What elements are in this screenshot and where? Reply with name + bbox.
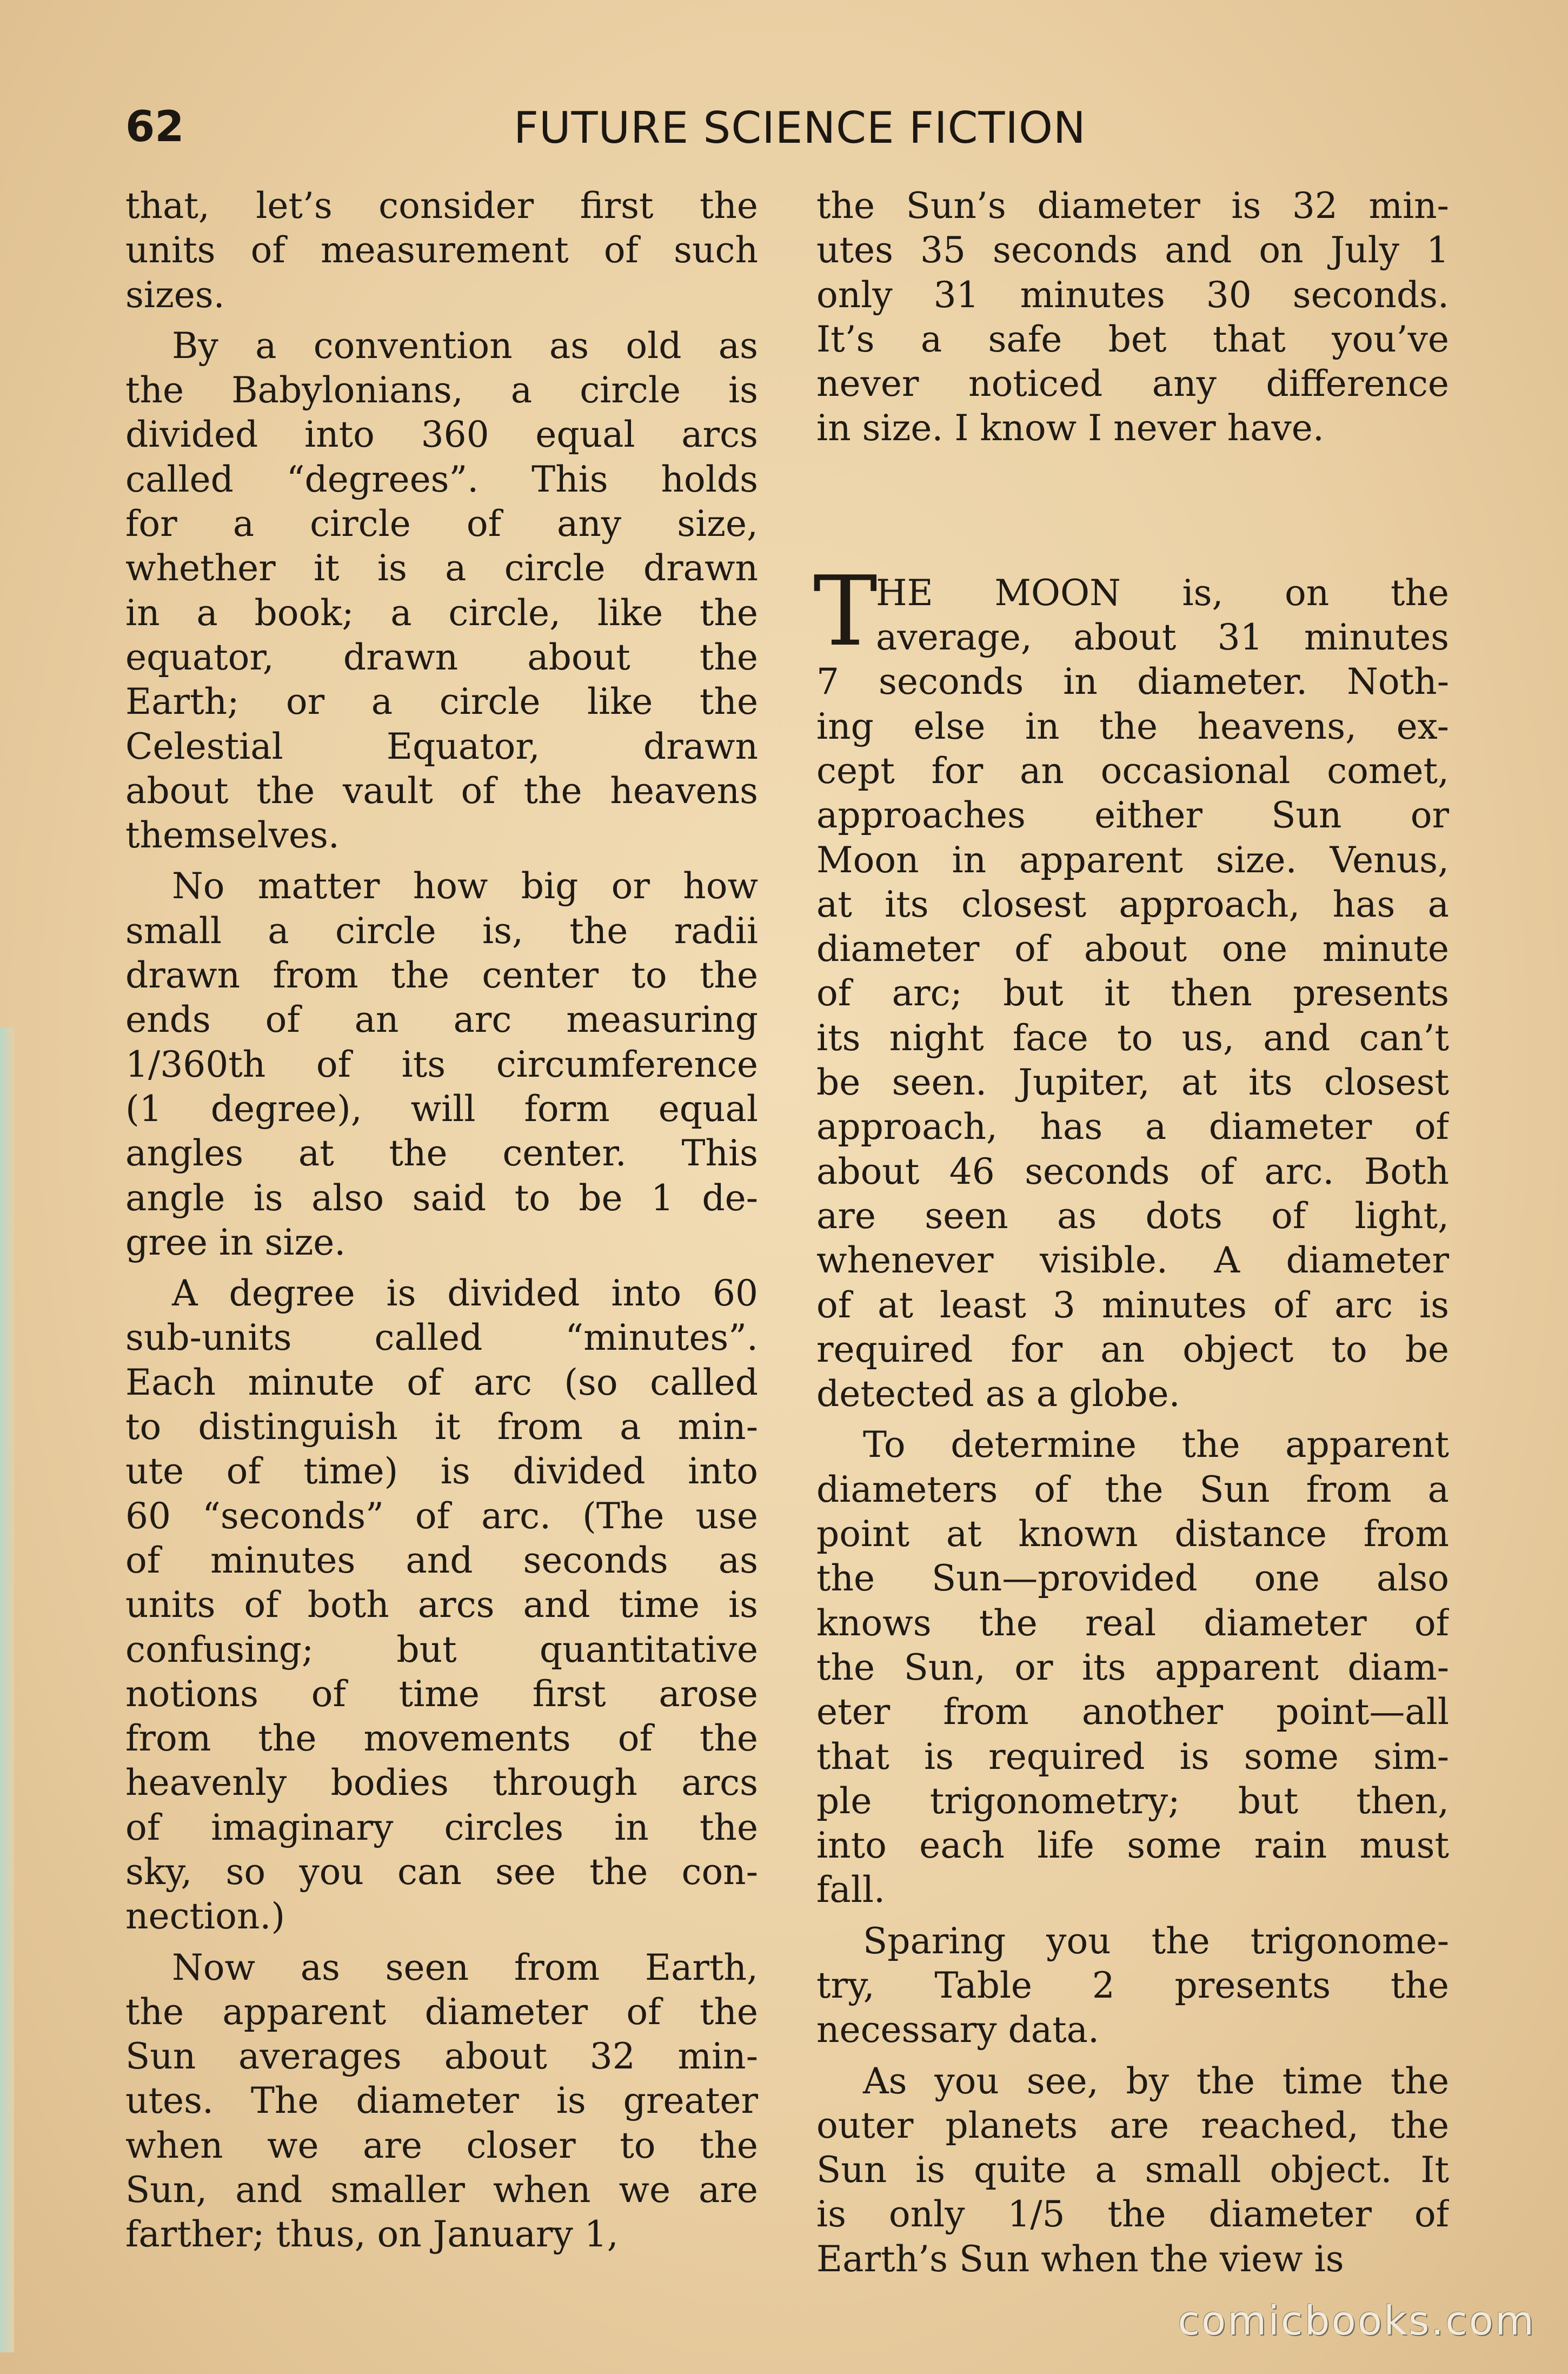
right-column-paragraphs	[816, 1416, 1449, 2282]
text-line: equator, drawn about the	[125, 636, 758, 678]
text-line: approaches either Sun or	[816, 794, 1449, 837]
left-column	[125, 184, 758, 2257]
paragraph-gap	[816, 1416, 1449, 1423]
text-line: As you see, by the time the	[863, 2060, 1449, 2102]
drop-cap-lines	[816, 571, 1449, 660]
text-line: in a book; a circle, like the	[125, 592, 758, 634]
paragraph	[816, 1423, 1449, 1912]
text-line: heavenly bodies through arcs	[125, 1762, 758, 1804]
text-line: utes 35 seconds and on July 1	[816, 229, 1449, 271]
text-line: in size. I know I never have.	[816, 407, 1324, 449]
paragraph	[125, 1946, 758, 2257]
text-line: units of measurement of such	[125, 229, 758, 271]
paragraph-gap	[125, 858, 758, 864]
text-line: of at least 3 minutes of arc is	[816, 1284, 1449, 1326]
text-line: about 46 seconds of arc. Both	[816, 1150, 1449, 1192]
text-line: Moon in apparent size. Venus,	[816, 839, 1449, 881]
text-line: that, let’s consider first the	[125, 185, 758, 227]
text-line: diameter of about one minute	[816, 928, 1449, 970]
text-line: detected as a globe.	[816, 1373, 1180, 1415]
text-line: that is required is some sim-	[816, 1735, 1449, 1778]
paragraph-gap	[816, 2053, 1449, 2059]
text-line: notions of time first arose	[125, 1673, 758, 1715]
text-line: about the vault of the heavens	[125, 770, 758, 812]
text-line: ing else in the heavens, ex-	[816, 705, 1449, 747]
text-line: are seen as dots of light,	[816, 1195, 1449, 1237]
text-line: the Babylonians, a circle is	[125, 369, 758, 412]
text-line: eter from another point—all	[816, 1691, 1449, 1733]
paragraph-gap	[125, 1265, 758, 1271]
page-header	[0, 103, 1568, 162]
text-line: be seen. Jupiter, at its closest	[816, 1062, 1449, 1104]
text-line: nection.)	[125, 1895, 285, 1938]
paragraph	[125, 864, 758, 1265]
text-line: HE MOON is, on the	[876, 572, 1449, 614]
text-line: for a circle of any size,	[125, 503, 758, 545]
text-line: into each life some rain must	[816, 1825, 1449, 1867]
text-line: of minutes and seconds as	[125, 1539, 758, 1581]
text-line: No matter how big or how	[172, 865, 758, 907]
text-line: necessary data.	[816, 2009, 1099, 2051]
text-line: Earth’s Sun when the view is	[816, 2238, 1344, 2280]
text-line: approach, has a diameter of	[816, 1106, 1449, 1148]
text-line: utes. The diameter is greater	[125, 2080, 758, 2122]
text-line: ple trigonometry; but then,	[816, 1780, 1449, 1822]
page-number: 62	[125, 103, 184, 151]
paragraph	[816, 1919, 1449, 2053]
text-line: (1 degree), will form equal	[125, 1087, 758, 1130]
text-line: ute of time) is divided into	[125, 1450, 758, 1493]
text-line: Sun, and smaller when we are	[125, 2169, 758, 2211]
text-line: Earth; or a circle like the	[125, 681, 758, 723]
text-line: Celestial Equator, drawn	[125, 725, 758, 767]
paragraph	[125, 1271, 758, 1939]
text-line: gree in size.	[125, 1221, 346, 1263]
text-line: at its closest approach, has a	[816, 883, 1449, 925]
text-line: the apparent diameter of the	[125, 1991, 758, 2033]
text-line: sizes.	[125, 274, 225, 316]
running-head-title: FUTURE SCIENCE FICTION	[514, 103, 1086, 153]
text-line: diameters of the Sun from a	[816, 1468, 1449, 1510]
paragraph-gap	[816, 1913, 1449, 1919]
moon-paragraph-lines	[816, 660, 1449, 1416]
paragraph	[125, 184, 758, 317]
text-line: angles at the center. This	[125, 1132, 758, 1175]
text-line: angle is also said to be 1 de-	[125, 1177, 758, 1219]
text-line: only 31 minutes 30 seconds.	[816, 274, 1449, 316]
text-line: from the movements of the	[125, 1717, 758, 1760]
text-line: divided into 360 equal arcs	[125, 414, 758, 456]
paragraph	[125, 324, 758, 858]
drop-cap-letter: T	[813, 555, 878, 667]
text-line: never noticed any difference	[816, 363, 1449, 405]
text-line: Each minute of arc (so called	[125, 1361, 758, 1403]
text-line: called “degrees”. This holds	[125, 458, 758, 500]
text-line: sub-units called “minutes”.	[125, 1317, 758, 1359]
text-line: fall.	[816, 1869, 885, 1911]
text-line: try, Table 2 presents the	[816, 1964, 1449, 2006]
text-line: drawn from the center to the	[125, 954, 758, 997]
text-line: to distinguish it from a min-	[125, 1406, 758, 1448]
paragraph-gap	[125, 1939, 758, 1946]
text-line: whether it is a circle drawn	[125, 547, 758, 589]
text-line: the Sun, or its apparent diam-	[816, 1646, 1449, 1688]
text-line: farther; thus, on January 1,	[125, 2213, 619, 2256]
text-line: cept for an occasional comet,	[816, 750, 1449, 792]
text-line: the Sun—provided one also	[816, 1557, 1449, 1600]
text-line: ends of an arc measuring	[125, 999, 758, 1041]
text-line: Now as seen from Earth,	[172, 1946, 758, 1988]
text-line: the Sun’s diameter is 32 min-	[816, 185, 1449, 227]
text-line: its night face to us, and can’t	[816, 1017, 1449, 1059]
text-line: 7 seconds in diameter. Noth-	[816, 661, 1449, 703]
text-line: Sun averages about 32 min-	[125, 2035, 758, 2078]
text-line: It’s a safe bet that you’ve	[816, 318, 1449, 360]
text-line: 60 “seconds” of arc. (The use	[125, 1495, 758, 1537]
text-line: required for an object to be	[816, 1328, 1449, 1370]
text-line: knows the real diameter of	[816, 1602, 1449, 1644]
text-line: By a convention as old as	[172, 324, 758, 367]
text-line: average, about 31 minutes	[876, 616, 1449, 659]
right-column	[813, 184, 1449, 2282]
text-line: is only 1/5 the diameter of	[816, 2193, 1449, 2236]
text-line: confusing; but quantitative	[125, 1628, 758, 1670]
moon-section	[813, 555, 1449, 1417]
watermark-text: comicbooks.com	[1178, 2298, 1536, 2344]
paragraph	[816, 2059, 1449, 2282]
text-line: outer planets are reached, the	[816, 2104, 1449, 2146]
text-line: of arc; but it then presents	[816, 972, 1449, 1014]
text-line: Sun is quite a small object. It	[816, 2149, 1449, 2191]
text-line: sky, so you can see the con-	[125, 1851, 758, 1893]
text-line: themselves.	[125, 814, 340, 857]
text-line: A degree is divided into 60	[172, 1272, 758, 1315]
text-line: To determine the apparent	[863, 1424, 1449, 1466]
paragraph-gap	[125, 317, 758, 324]
text-line: units of both arcs and time is	[125, 1584, 758, 1626]
text-line: small a circle is, the radii	[125, 910, 758, 952]
page-edge-shadow	[0, 1027, 14, 2352]
text-line: Sparing you the trigonome-	[863, 1920, 1449, 1962]
text-line: of imaginary circles in the	[125, 1806, 758, 1848]
section-break	[816, 451, 1449, 571]
right-column-top-paragraph	[816, 184, 1449, 451]
text-line: 1/360th of its circumference	[125, 1043, 758, 1085]
text-line: whenever visible. A diameter	[816, 1239, 1449, 1282]
text-line: when we are closer to the	[125, 2124, 758, 2166]
text-line: point at known distance from	[816, 1513, 1449, 1555]
